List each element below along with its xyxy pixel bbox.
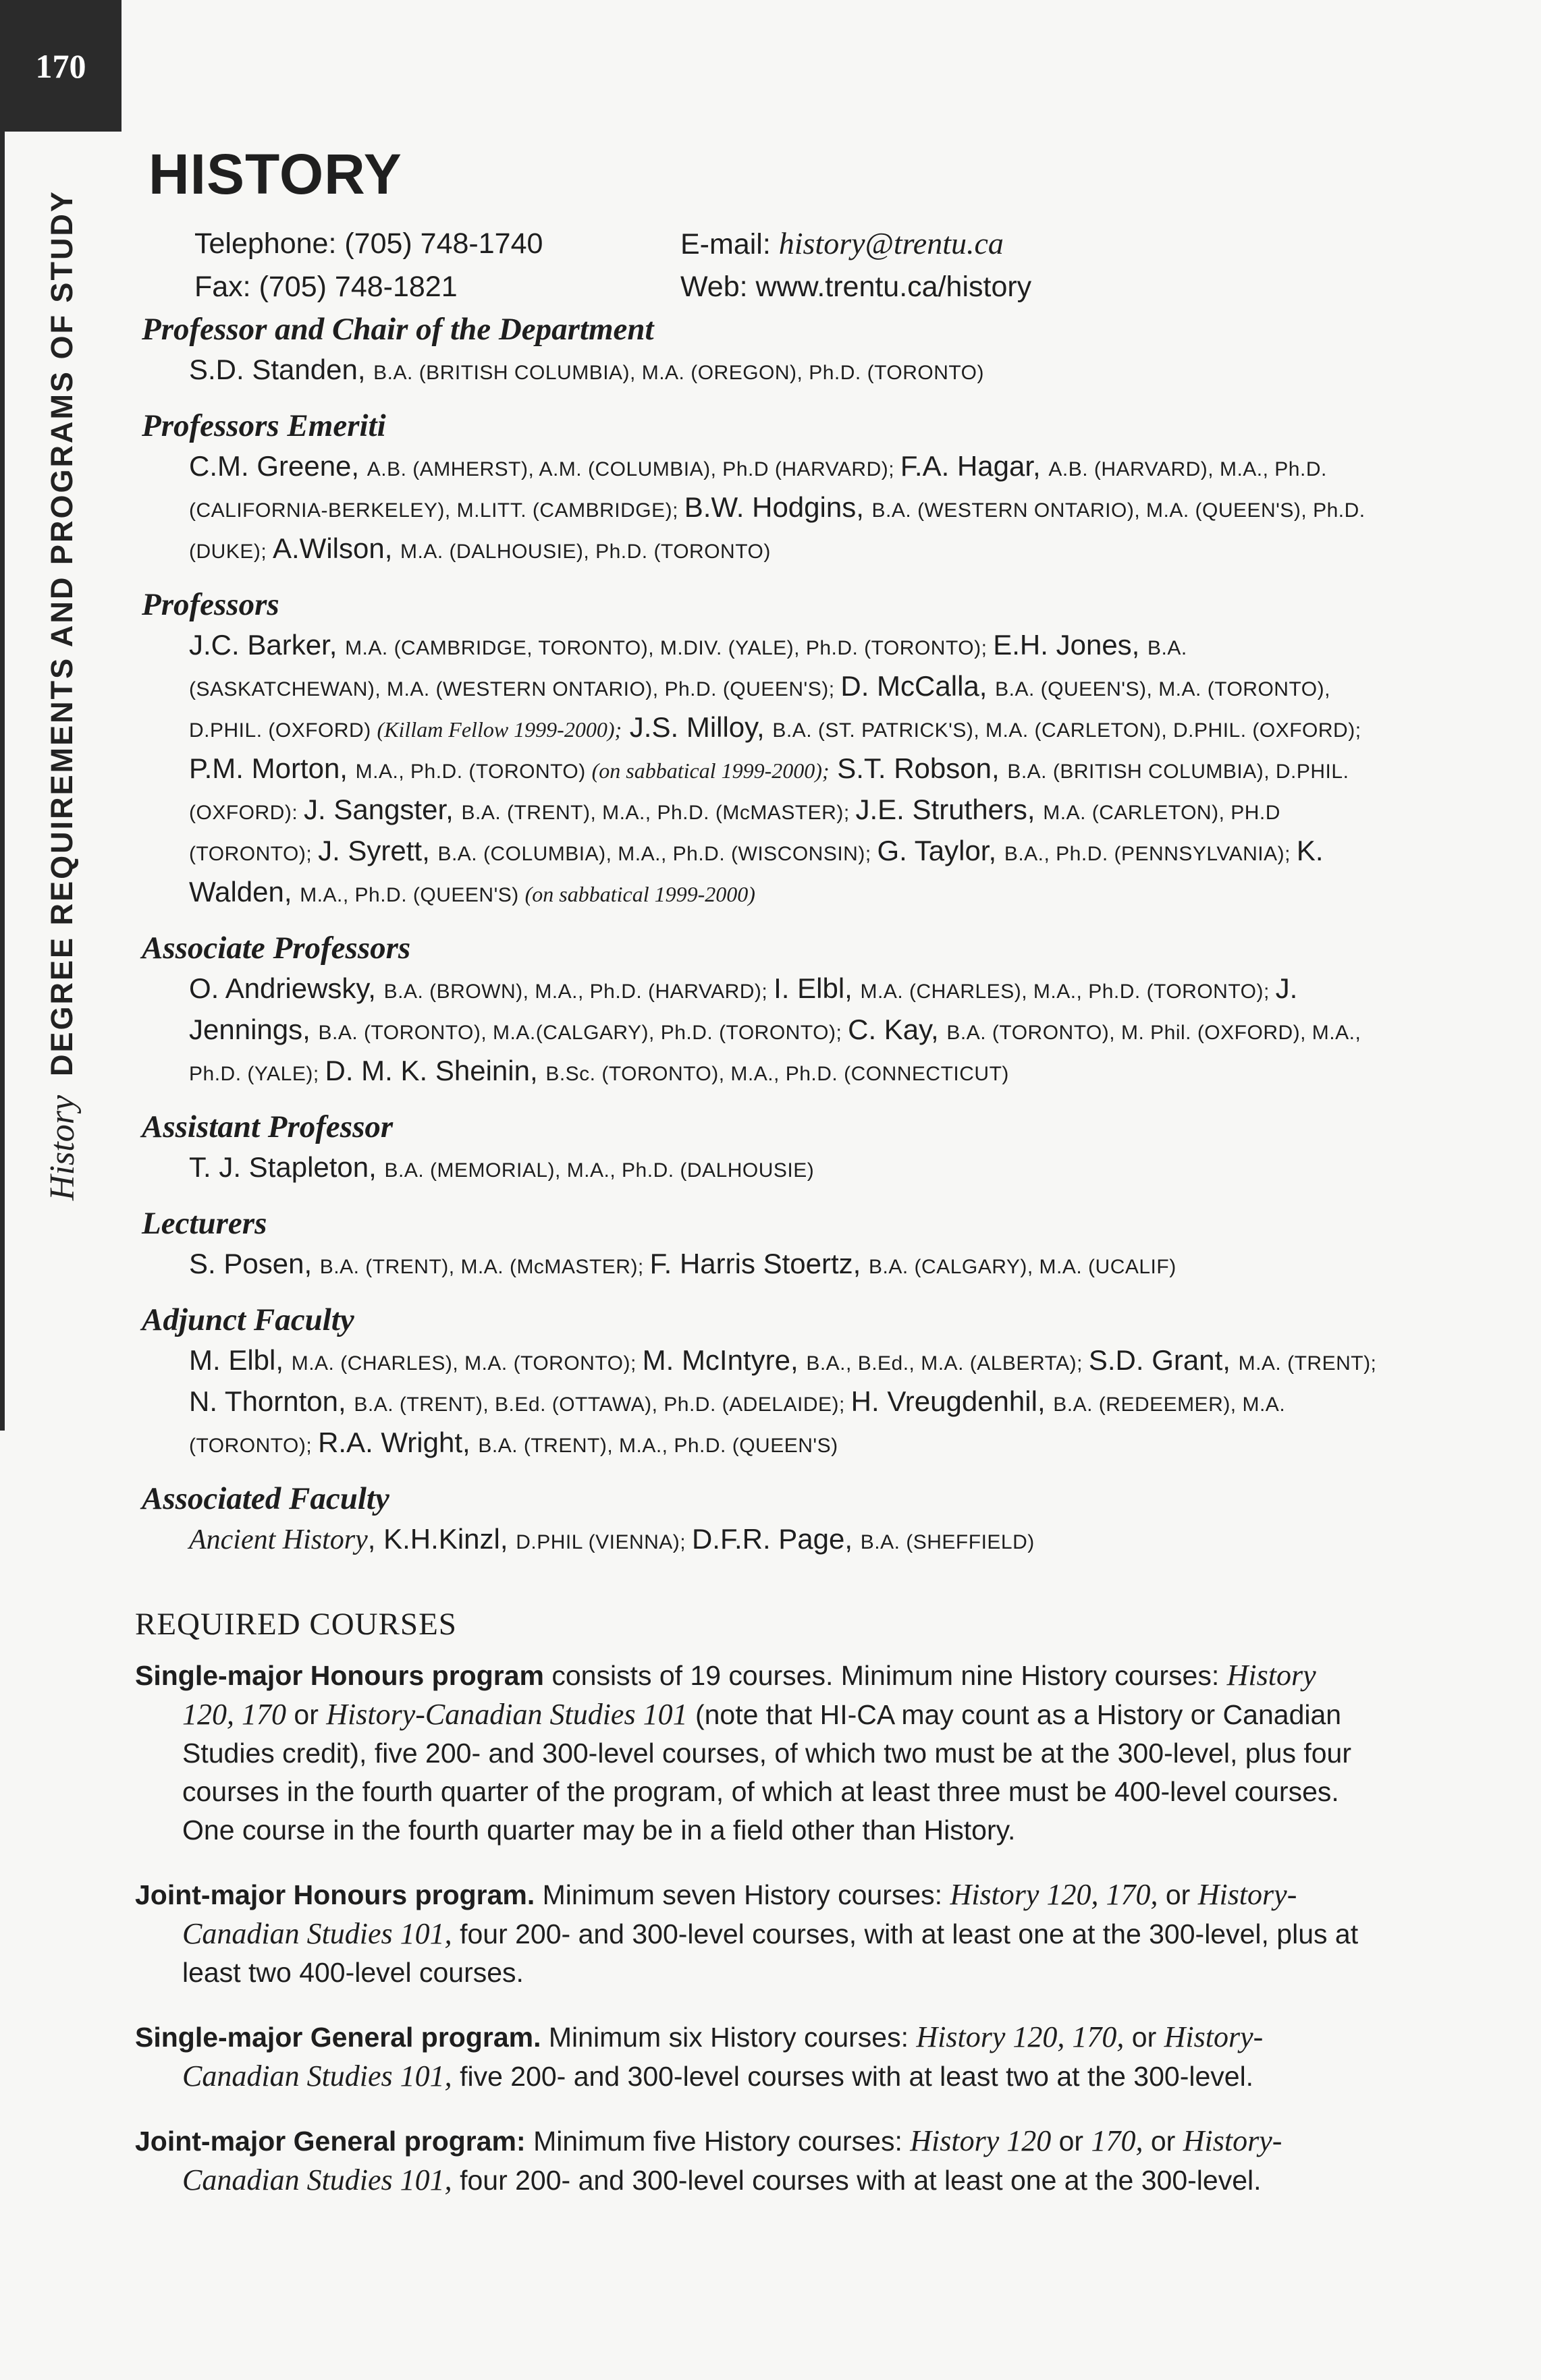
program-text: consists of 19 courses. Minimum nine History courses: [543,1660,1227,1691]
faculty-section-professors [142,583,1377,914]
faculty-heading: Assistant Professor [142,1109,394,1144]
telephone: Telephone: (705) 748-1740 [194,227,543,260]
faculty-name: J.S. Milloy, [622,711,773,743]
faculty-name: T. J. Stapleton, [189,1151,385,1183]
faculty-entries [142,1149,1377,1190]
faculty-entries [142,1341,1377,1465]
program-requirement [135,2018,1370,2096]
program-text: four 200- and 300-level courses with at least one at the 300-level. [452,2165,1262,2196]
course-name: History-Canadian Studies 101, [182,2020,1264,2093]
faculty-section-emeriti [142,404,1377,571]
program-label: Joint-major General program: [135,2126,526,2157]
program-text: or [1051,2126,1091,2157]
page-number: 170 [0,0,121,132]
faculty-credentials: B.Sc. (TORONTO), M.A., Ph.D. (CONNECTICUT) [545,1063,1009,1085]
email-link[interactable]: history@trentu.ca [778,226,1004,260]
program-text: four 200- and 300-level courses, with at least one at the 300-level, plus at least two 400-level courses. [182,1918,1359,1988]
faculty-name: P.M. Morton, [189,752,356,784]
program-text: or [1143,2126,1183,2157]
faculty-heading: Associate Professors [142,931,411,966]
faculty-entries [142,626,1377,914]
required-courses [135,1606,1370,2225]
program-label: Joint-major Honours program. [135,1879,535,1910]
faculty-name: D. M. K. Sheinin, [325,1055,546,1086]
email [680,225,1288,264]
side-rule [0,132,5,1431]
faculty-credentials: M.A. (CARLETON), PH.D (TORONTO); [189,802,1280,865]
course-name: History 120 [910,2124,1052,2157]
course-name: History 120, 170 [182,1659,1316,1731]
faculty-entries [142,351,1377,392]
faculty-section-associate [142,926,1377,1093]
faculty-credentials: B.A. (COLUMBIA), M.A., Ph.D. (WISCONSIN); [437,843,877,865]
faculty-credentials: B.A. (REDEEMER), M.A. (TORONTO); [189,1393,1286,1457]
faculty-name: M. McIntyre, [642,1344,807,1376]
required-courses-heading: REQUIRED COURSES [135,1607,457,1642]
faculty-credentials: M.A. (TRENT); [1238,1352,1377,1375]
faculty-credentials: M.A., Ph.D. (QUEEN'S) [300,884,525,906]
faculty-credentials: B.A. (BROWN), M.A., Ph.D. (HARVARD); [383,980,774,1003]
faculty-credentials: B.A. (SHEFFIELD) [860,1531,1035,1553]
side-tab [28,88,96,1302]
faculty-note: (Killam Fellow 1999-2000); [377,717,622,742]
faculty-note: (on sabbatical 1999-2000) [524,882,755,906]
faculty-name: N. Thornton, [189,1385,354,1417]
faculty-credentials: M.A. (CHARLES), M.A., Ph.D. (TORONTO); [860,980,1276,1003]
faculty-section-adjunct [142,1298,1377,1465]
program-text: Minimum seven History courses: [535,1879,950,1910]
faculty-section-assistant [142,1105,1377,1190]
faculty-credentials: B.A. (TORONTO), M.A.(CALGARY), Ph.D. (TORONTO); [318,1022,848,1044]
program-text: or [286,1699,327,1730]
course-name: History 120, 170, [916,2020,1125,2053]
faculty-credentials: B.A. (WESTERN ONTARIO), M.A. (QUEEN'S), Ph.D. (DUKE); [189,499,1366,563]
faculty-credentials: B.A. (SASKATCHEWAN), M.A. (WESTERN ONTARIO), Ph.D. (QUEEN'S); [189,637,1187,700]
course-name: 170, [1091,2124,1143,2157]
faculty-name: , K.H.Kinzl, [367,1523,516,1555]
faculty-heading: Professors Emeriti [142,408,386,443]
program-text: Minimum five History courses: [525,2126,911,2157]
course-name: History-Canadian Studies 101 [326,1698,688,1731]
faculty-name: A.Wilson, [273,532,401,564]
faculty-credentials: M.A. (CAMBRIDGE, TORONTO), M.DIV. (YALE), Ph.D. (TORONTO); [345,637,994,659]
faculty-credentials: B.A. (BRITISH COLUMBIA), M.A. (OREGON), Ph.D. (TORONTO) [373,362,984,384]
faculty-entries [142,447,1377,571]
program-label: Single-major Honours program [135,1660,544,1691]
program-text: (note that HI-CA may count as a History or Canadian Studies credit), five 200- and 300-level courses, of which two must be at the 300-level, plus four courses in the fourth quarter of the program, of which at least three must be 400-level courses. One course in the fourth quarter may be in a field other than History. [182,1699,1352,1846]
faculty-name: S. Posen, [189,1248,320,1279]
faculty-credentials: M.A. (DALHOUSIE), Ph.D. (TORONTO) [400,541,771,563]
page-title: HISTORY [148,142,402,206]
faculty-list [142,308,1377,1574]
faculty-name: D.F.R. Page, [691,1523,861,1555]
faculty-entries [142,1245,1377,1286]
faculty-credentials: B.A. (BRITISH COLUMBIA), D.PHIL. (OXFORD): [189,760,1349,824]
faculty-note: (on sabbatical 1999-2000); [591,758,830,783]
course-name: History 120, 170, [950,1878,1158,1911]
faculty-name: F.A. Hagar, [900,450,1049,482]
faculty-heading: Professors [142,587,279,622]
faculty-name: E.H. Jones, [993,629,1148,661]
contact-info [194,225,1409,306]
faculty-name: J.E. Struthers, [855,794,1044,825]
faculty-credentials: B.A. (QUEEN'S), M.A. (TORONTO), D.PHIL. (OXFORD) [189,678,1330,742]
faculty-section-associated [142,1477,1377,1561]
faculty-name: B.W. Hodgins, [684,491,872,523]
faculty-name: S.D. Grant, [1088,1344,1239,1376]
faculty-credentials: B.A. (TRENT), M.A., Ph.D. (QUEEN'S) [478,1435,838,1457]
faculty-credentials: B.A. (CALGARY), M.A. (UCALIF) [869,1256,1177,1278]
faculty-name: C. Kay, [848,1014,947,1045]
faculty-credentials: B.A. (ST. PATRICK'S), M.A. (CARLETON), D.PHIL. (OXFORD); [772,719,1361,742]
web-link[interactable]: Web: www.trentu.ca/history [680,270,1032,303]
faculty-name: G. Taylor, [877,835,1004,866]
side-tab-title: DEGREE REQUIREMENTS AND PROGRAMS OF STUDY [45,190,79,1076]
faculty-name: I. Elbl, [774,972,861,1004]
faculty-credentials: B.A. (TRENT), M.A., Ph.D. (McMASTER); [461,802,856,824]
faculty-name: M. Elbl, [189,1344,292,1376]
program-text: or [1124,2022,1164,2053]
program-label: Single-major General program. [135,2022,541,2053]
faculty-name: J.C. Barker, [189,629,346,661]
program-text: five 200- and 300-level courses with at least two at the 300-level. [452,2061,1254,2092]
faculty-heading: Adjunct Faculty [142,1302,354,1337]
faculty-credentials: B.A. (MEMORIAL), M.A., Ph.D. (DALHOUSIE) [384,1159,815,1182]
faculty-credentials: A.B. (HARVARD), M.A., Ph.D. (CALIFORNIA-BERKELEY), M.LITT. (CAMBRIDGE); [189,458,1327,522]
faculty-name: D. McCalla, [840,670,996,702]
faculty-name: R.A. Wright, [318,1427,479,1458]
faculty-name: J. Jennings, [189,972,1298,1045]
faculty-heading: Lecturers [142,1206,267,1241]
course-name: History-Canadian Studies 101, [182,2124,1282,2196]
fax: Fax: (705) 748-1821 [194,270,458,303]
faculty-credentials: B.A. (TORONTO), M. Phil. (OXFORD), M.A., Ph.D. (YALE); [189,1022,1361,1085]
faculty-credentials: D.PHIL (VIENNA); [516,1531,692,1553]
program-requirement [135,1656,1370,1850]
side-tab-section: History [43,1095,82,1200]
program-text: or [1158,1879,1198,1910]
faculty-credentials: M.A., Ph.D. (TORONTO) [355,760,592,783]
faculty-credentials: M.A. (CHARLES), M.A. (TORONTO); [291,1352,643,1375]
faculty-credentials: A.B. (AMHERST), A.M. (COLUMBIA), Ph.D (HARVARD); [367,458,900,480]
faculty-heading: Professor and Chair of the Department [142,312,654,347]
faculty-section-lecturers [142,1202,1377,1286]
faculty-heading: Associated Faculty [142,1481,389,1516]
faculty-name: S.D. Standen, [189,354,374,385]
faculty-name: J. Syrett, [318,835,438,866]
faculty-credentials: B.A. (TRENT), M.A. (McMASTER); [319,1256,650,1278]
faculty-credentials: B.A., B.Ed., M.A. (ALBERTA); [806,1352,1089,1375]
program-requirement [135,2122,1370,2200]
faculty-entries [142,970,1377,1093]
faculty-credentials: B.A. (TRENT), B.Ed. (OTTAWA), Ph.D. (ADELAIDE); [354,1393,851,1416]
faculty-name: J. Sangster, [304,794,462,825]
faculty-section-chair [142,308,1377,392]
email-label: E-mail: [680,228,779,260]
faculty-name: C.M. Greene, [189,450,367,482]
faculty-credentials: B.A., Ph.D. (PENNSYLVANIA); [1004,843,1297,865]
faculty-name: S.T. Robson, [829,752,1008,784]
faculty-name: H. Vreugdenhil, [850,1385,1054,1417]
faculty-name: O. Andriewsky, [189,972,384,1004]
faculty-name: F. Harris Stoertz, [649,1248,869,1279]
program-list [135,1656,1370,2200]
program-requirement [135,1875,1370,1992]
faculty-name: K. Walden, [189,835,1324,908]
faculty-entries [142,1520,1377,1561]
course-name: History-Canadian Studies 101, [182,1878,1297,1950]
faculty-field: Ancient History [189,1524,368,1555]
program-text: Minimum six History courses: [541,2022,917,2053]
